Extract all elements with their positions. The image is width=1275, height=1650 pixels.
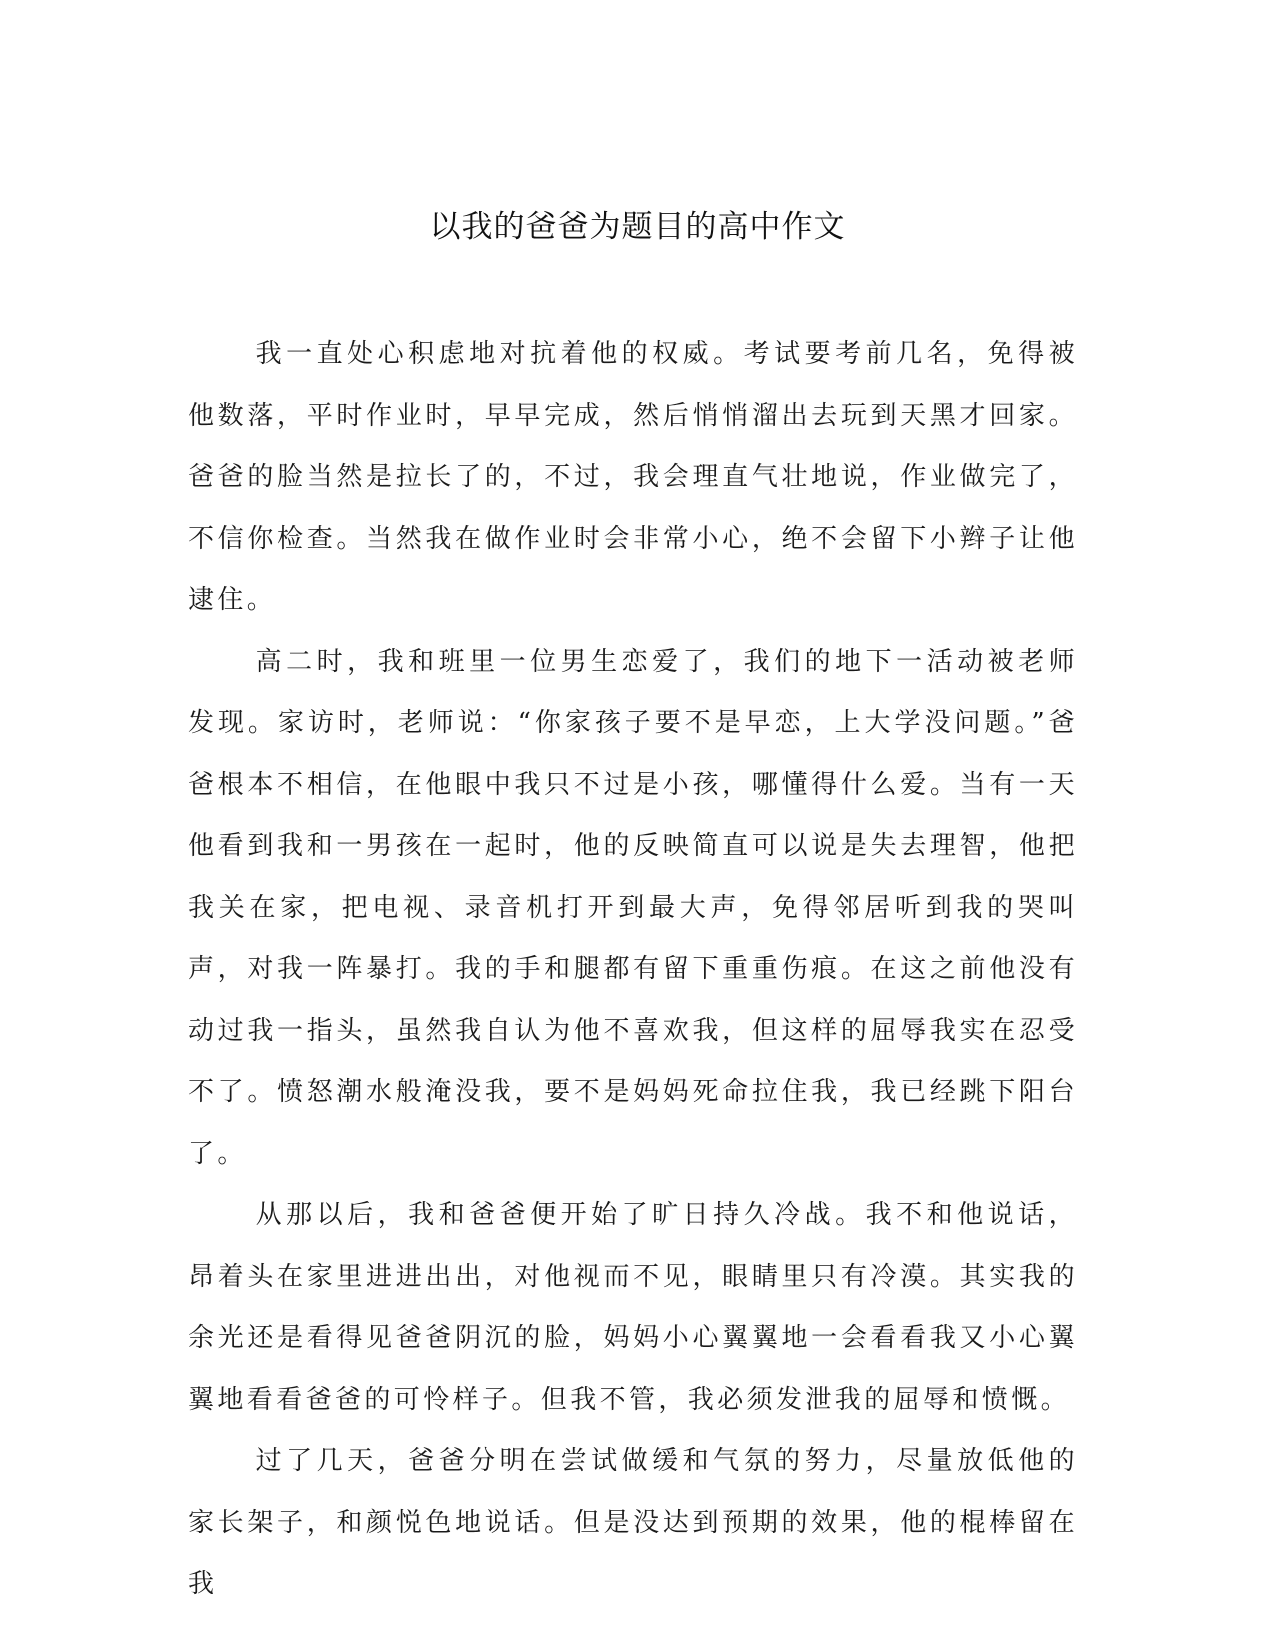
essay-body <box>188 324 1078 1616</box>
paragraph: 我一直处心积虑地对抗着他的权威。考试要考前几名，免得被他数落，平时作业时，早早完成，然后悄悄溜出去玩到天黑才回家。爸爸的脸当然是拉长了的，不过，我会理直气壮地说，作业做完了，不信你检查。当然我在做作业时会非常小心，绝不会留下小辫子让他逮住。 <box>188 339 1078 615</box>
paragraph: 高二时，我和班里一位男生恋爱了，我们的地下一活动被老师发现。家访时，老师说：“你家孩子要不是早恋，上大学没问题。”爸爸根本不相信，在他眼中我只不过是小孩，哪懂得什么爱。当有一天他看到我和一男孩在一起时，他的反映简直可以说是失去理智，他把我关在家，把电视、录音机打开到最大声，免得邻居听到我的哭叫声，对我一阵暴打。我的手和腿都有留下重重伤痕。在这之前他没有动过我一指头，虽然我自认为他不喜欢我，但这样的屈辱我实在忍受不了。愤怒潮水般淹没我，要不是妈妈死命拉住我，我已经跳下阳台了。 <box>188 646 1078 1169</box>
document-title: 以我的爸爸为题目的高中作文 <box>429 209 846 245</box>
paragraph: 过了几天，爸爸分明在尝试做缓和气氛的努力，尽量放低他的家长架子，和颜悦色地说话。但是没达到预期的效果，他的棍棒留在我 <box>188 1446 1078 1599</box>
paragraph: 从那以后，我和爸爸便开始了旷日持久冷战。我不和他说话，昂着头在家里进进出出，对他视而不见，眼睛里只有冷漠。其实我的余光还是看得见爸爸阴沉的脸，妈妈小心翼翼地一会看看我又小心翼翼地看看爸爸的可怜样子。但我不管，我必须发泄我的屈辱和愤慨。 <box>188 1200 1078 1415</box>
